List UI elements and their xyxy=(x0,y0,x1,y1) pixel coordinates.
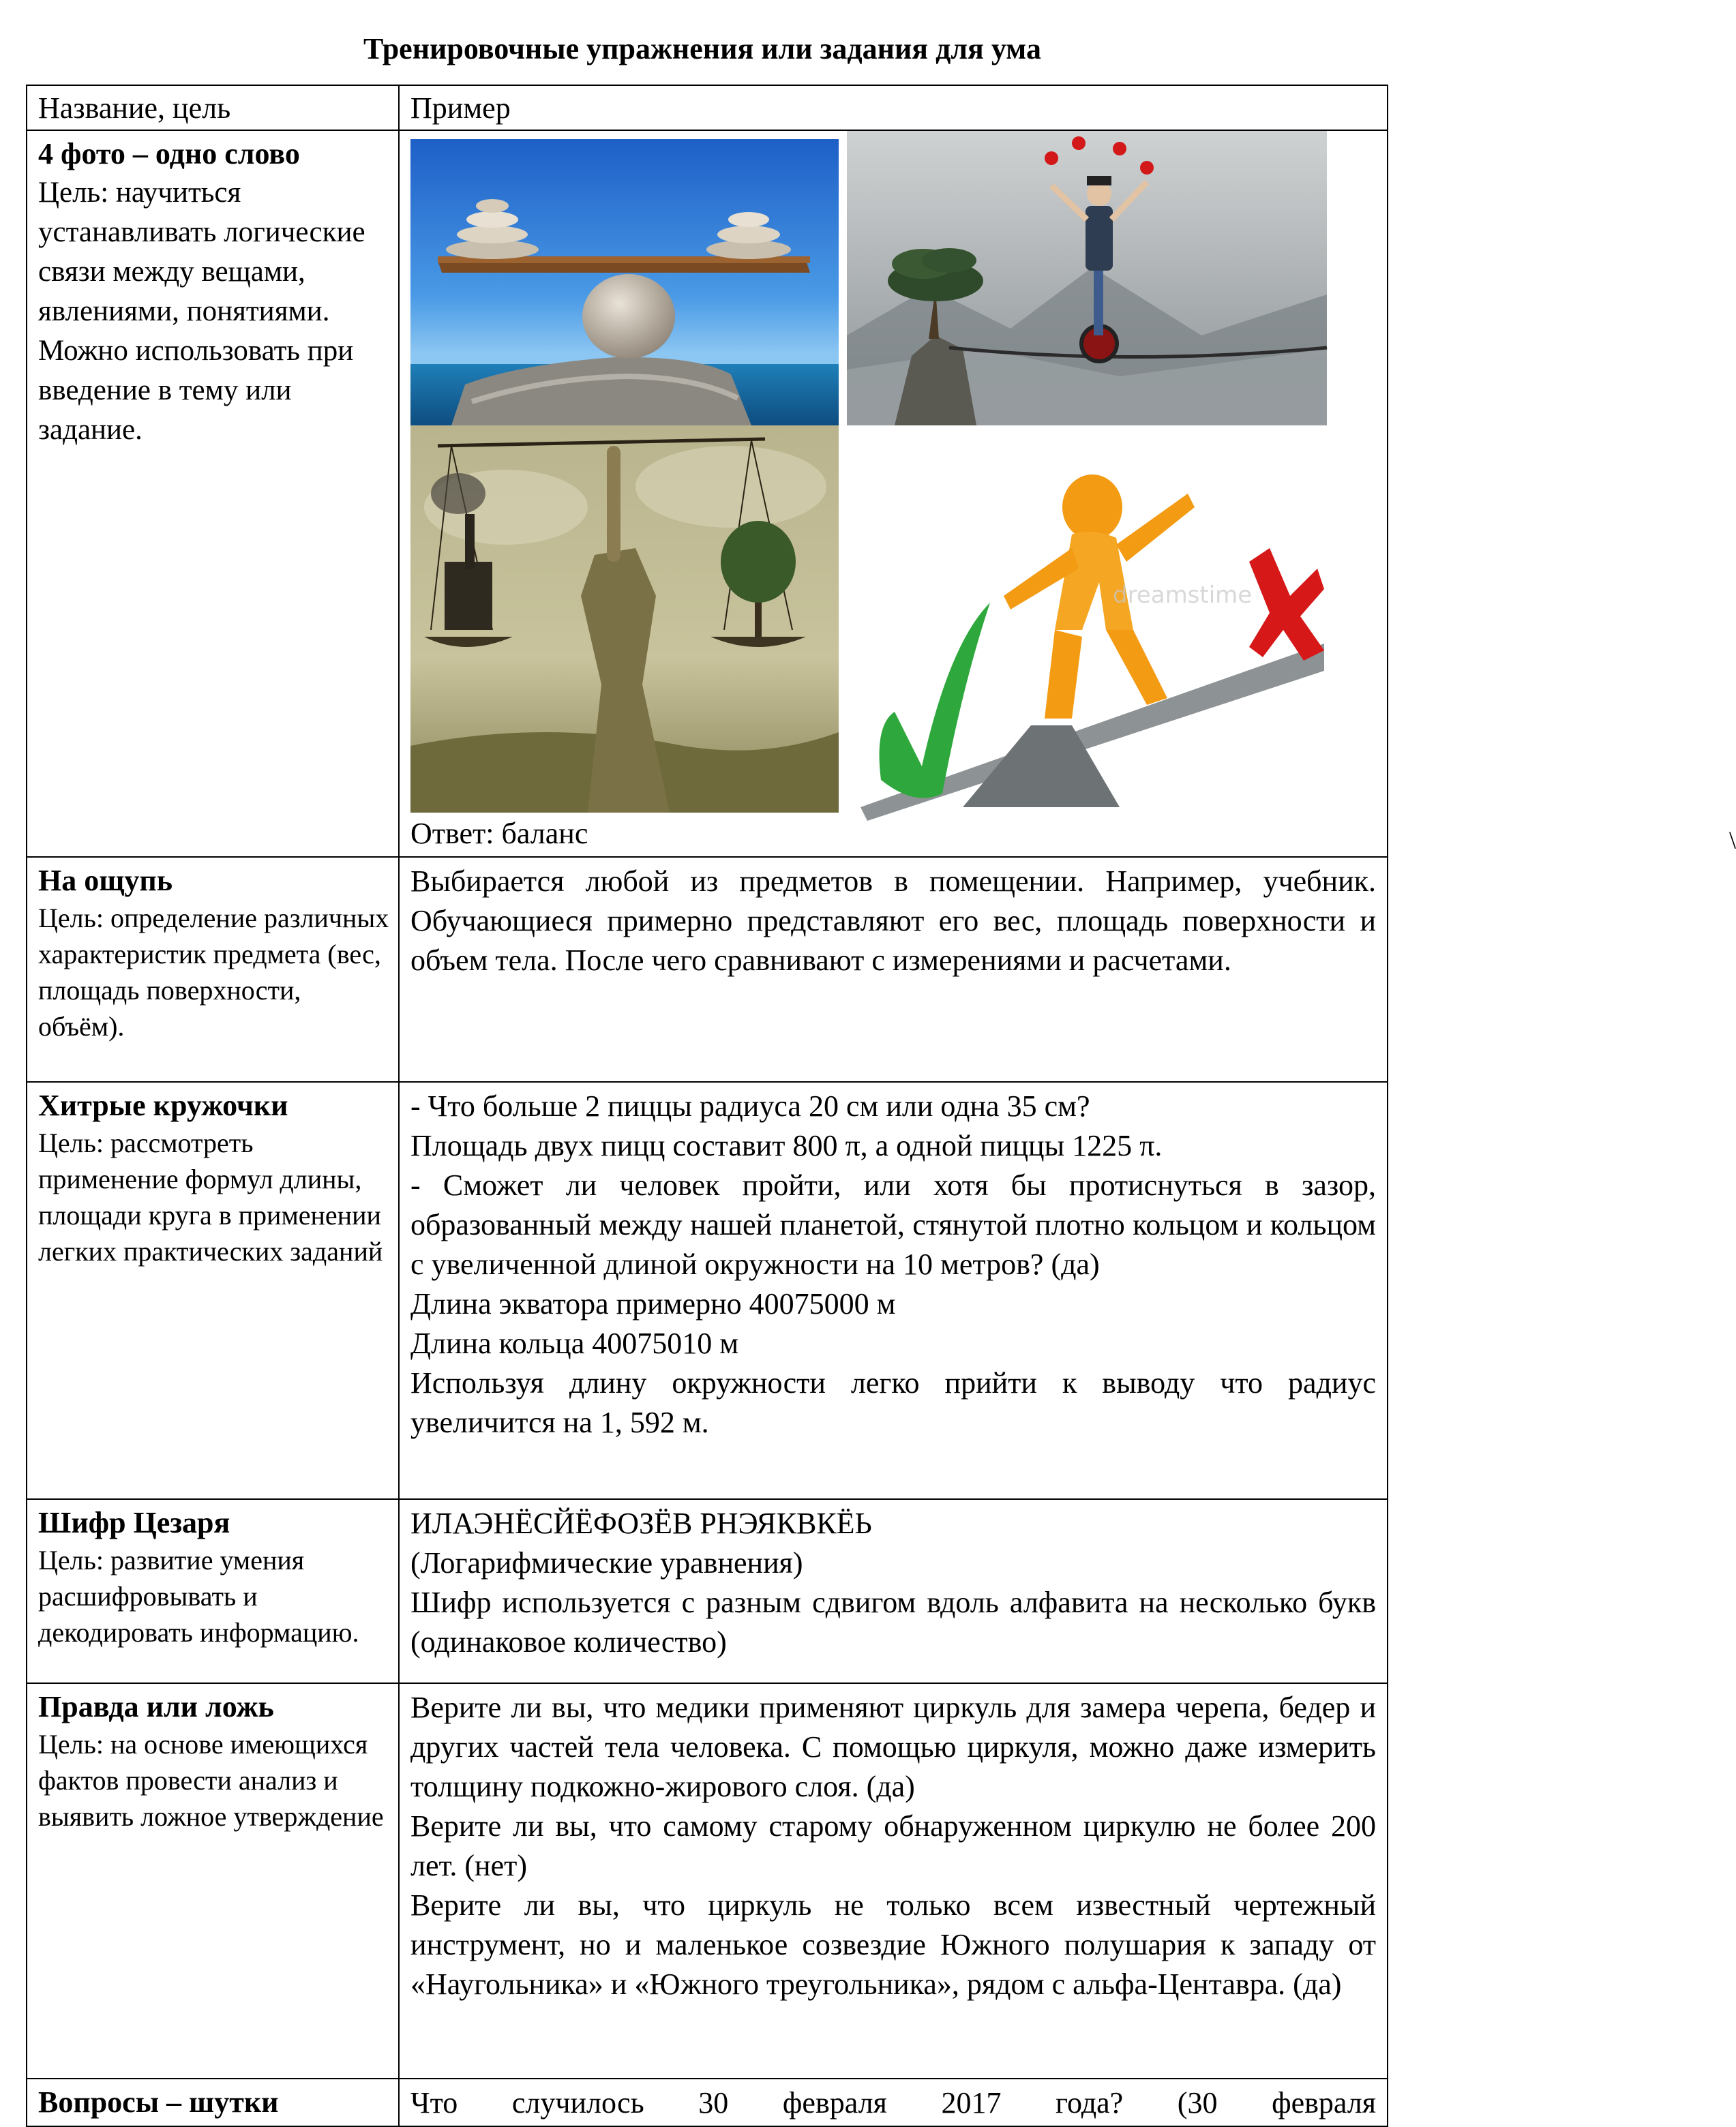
example-text: Шифр используется с разным сдвигом вдоль алфавита на несколько букв (одинаковое количество) xyxy=(410,1586,1376,1659)
example-text: (Логарифмические уравнения) xyxy=(410,1546,803,1580)
photo-watermark: dreamstime xyxy=(1113,582,1253,609)
exercise-name: Хитрые кружочки xyxy=(38,1089,288,1122)
example-text: Верите ли вы, что циркуль не только всем известный чертежный инструмент, но и маленькое созвездие Южного полушария к западу от «Наугольника» и «Южного треугольника», рядом с альфа-Центавра. (да) xyxy=(410,1888,1376,2001)
exercise-goal: Цель: развитие умения расшифровывать и декодировать информацию. xyxy=(38,1545,359,1648)
example-text: Верите ли вы, что медики применяют циркуль для замера черепа, бедер и других частей тела человека. С помощью циркуля, можно даже измерить толщину подкожно-жирового слоя. (да) xyxy=(410,1691,1376,1803)
page-title: Тренировочные упражнения или задания для ума xyxy=(363,32,1041,65)
example-text: - Что больше 2 пиццы радиуса 20 см или одна 35 см? xyxy=(410,1089,1090,1123)
exercise-name: Шифр Цезаря xyxy=(38,1506,230,1539)
header-example: Пример xyxy=(399,85,1388,130)
exercise-name: Вопросы – шутки xyxy=(38,2085,279,2119)
exercise-goal: Цель: определение различных характеристик предмета (вес, площадь поверхности, объём). xyxy=(38,903,389,1042)
example-text: Верите ли вы, что самому старому обнаруженном циркулю не более 200 лет. (нет) xyxy=(410,1809,1376,1882)
photo-seesaw-figure xyxy=(847,425,1327,813)
example-text: Что случилось 30 февраля 2017 года? (30 февраля xyxy=(410,2086,1376,2120)
photo-grid xyxy=(410,139,1351,813)
table-row xyxy=(27,1683,1388,2079)
exercise-goal: Цель: рассмотреть применение формул длины, площади круга в применении легких практических заданий xyxy=(38,1128,383,1267)
example-text: Длина экватора примерно 40075000 м xyxy=(410,1287,896,1321)
example-text: Используя длину окружности легко прийти к выводу что радиус увеличится на 1, 592 м. xyxy=(410,1366,1376,1439)
exercise-goal: Цель: научиться устанавливать логические связи между вещами, явлениями, понятиями. Можно использовать при введение в тему или задание. xyxy=(38,177,365,446)
cipher-text: ИЛАЭНЁСЙЁФОЗЁВ РНЭЯКВКЁЬ xyxy=(410,1507,872,1540)
table-row xyxy=(27,1499,1388,1683)
exercise-name: На ощупь xyxy=(38,864,173,897)
photo-hand-scales xyxy=(410,425,839,813)
photo-juggler-unicycle xyxy=(847,131,1327,425)
exercise-goal: Цель: на основе имеющихся фактов провести анализ и выявить ложное утверждение xyxy=(38,1729,384,1832)
example-text: - Сможет ли человек пройти, или хотя бы протиснуться в зазор, образованный между нашей планетой, стянутой плотно кольцом и кольцом с увеличенной длиной окружности на 10 метров? (да) xyxy=(410,1168,1376,1281)
photo-stone-balance xyxy=(410,139,839,425)
example-text: Длина кольца 40075010 м xyxy=(410,1327,739,1360)
exercise-name: 4 фото – одно слово xyxy=(38,137,300,170)
example-text: Площадь двух пицц составит 800 π, а одной пиццы 1225 π. xyxy=(410,1129,1163,1162)
answer-text: Ответ: баланс xyxy=(410,817,588,850)
table-row xyxy=(27,2079,1388,2126)
stray-backslash: \ xyxy=(1729,826,1736,854)
table-row xyxy=(27,857,1388,1082)
table-row xyxy=(27,130,1388,857)
exercise-answer xyxy=(410,814,1376,854)
table-header-row xyxy=(27,85,1388,130)
table-row xyxy=(27,1082,1388,1499)
exercise-name: Правда или ложь xyxy=(38,1690,274,1723)
exercises-table xyxy=(26,85,1736,2127)
header-name-goal: Название, цель xyxy=(27,85,399,130)
example-text: Выбирается любой из предметов в помещении. Например, учебник. Обучающиеся примерно представляют его вес, площадь поверхности и объем тела. После чего сравнивают с измерениями и расчетами. xyxy=(410,864,1376,977)
